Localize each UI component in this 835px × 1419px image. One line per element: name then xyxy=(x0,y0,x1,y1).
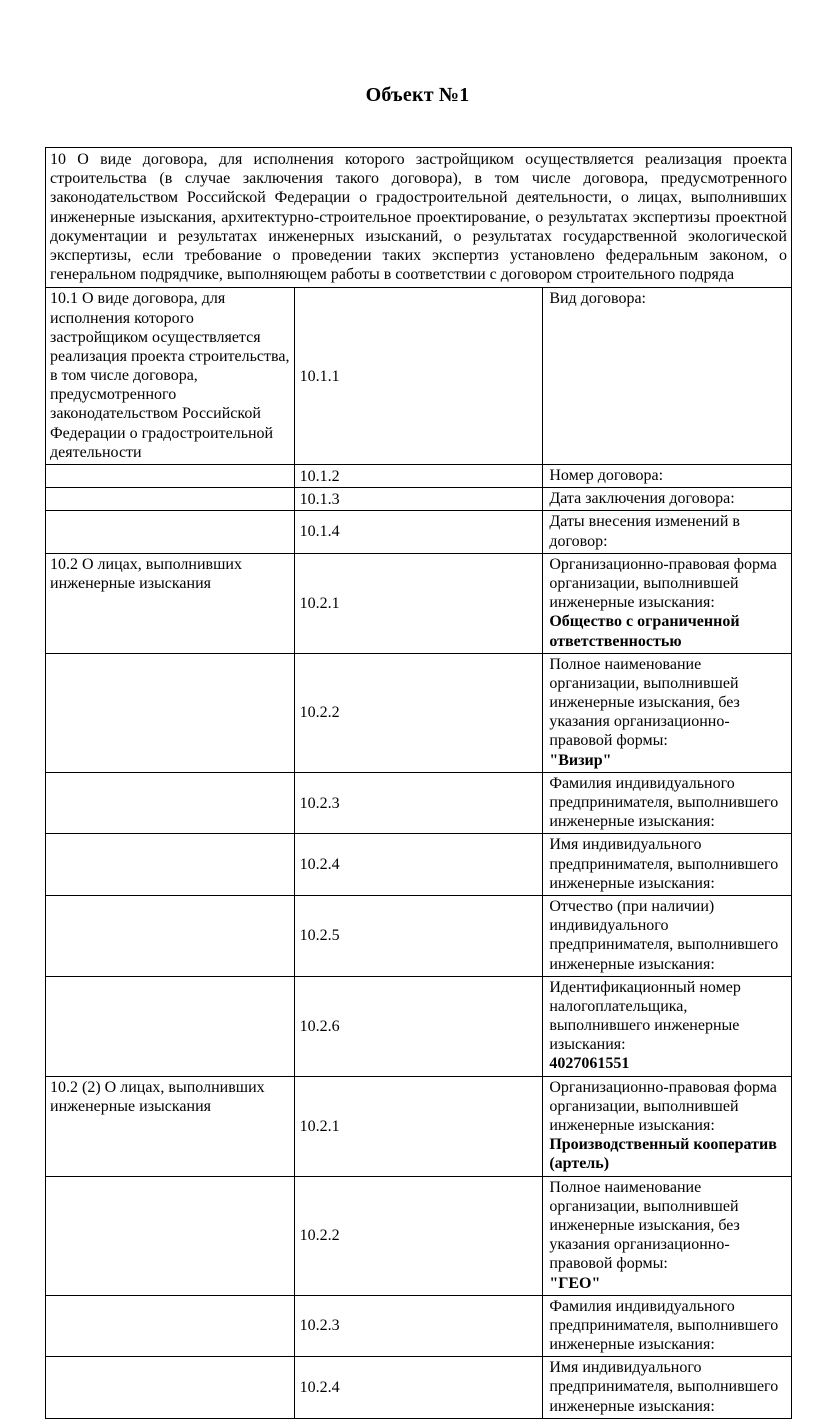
row-section-label xyxy=(46,1357,295,1419)
row-section-label xyxy=(46,1295,295,1357)
field-label: Отчество (при наличии) индивидуального предпринимателя, выполнившего инженерные изыскания: xyxy=(549,897,779,973)
table-row xyxy=(46,288,792,465)
row-section-label xyxy=(46,511,295,553)
row-item-number: 10.2.1 xyxy=(294,1076,543,1176)
declaration-table xyxy=(45,147,792,1419)
field-label: Имя индивидуального предпринимателя, выполнившего инженерные изыскания: xyxy=(549,836,779,892)
row-section-label xyxy=(46,1176,295,1295)
row-item-number: 10.2.2 xyxy=(294,1176,543,1295)
table-row xyxy=(46,976,792,1076)
table-row xyxy=(46,1357,792,1419)
row-section-label: 10.2 (2) О лицах, выполнивших инженерные изыскания xyxy=(46,1076,295,1176)
row-content xyxy=(543,976,792,1076)
row-content xyxy=(543,1076,792,1176)
table-row xyxy=(46,895,792,976)
row-item-number: 10.2.6 xyxy=(294,976,543,1076)
field-value: "ГЕО" xyxy=(549,1274,601,1292)
row-item-number: 10.2.3 xyxy=(294,1295,543,1357)
page-title: Объект №1 xyxy=(365,84,470,106)
field-value: "Визир" xyxy=(549,751,612,769)
row-content xyxy=(543,772,792,834)
table-row xyxy=(46,1176,792,1295)
row-item-number: 10.2.3 xyxy=(294,772,543,834)
field-label: Фамилия индивидуального предпринимателя, выполнившего инженерные изыскания: xyxy=(549,774,779,831)
field-label: Фамилия индивидуального предпринимателя, выполнившего инженерные изыскания: xyxy=(549,1297,779,1354)
row-item-number: 10.2.2 xyxy=(294,653,543,772)
row-content xyxy=(543,895,792,976)
field-label: Организационно-правовая форма организации, выполнившей инженерные изыскания: xyxy=(549,555,777,612)
field-label: Дата заключения договора: xyxy=(549,490,735,508)
row-item-number: 10.2.4 xyxy=(294,834,543,896)
row-item-number: 10.2.1 xyxy=(294,553,543,653)
row-section-label xyxy=(46,653,295,772)
field-value: Производственный кооператив (артель) xyxy=(549,1136,777,1173)
table-row xyxy=(46,553,792,653)
table-row xyxy=(46,1076,792,1176)
row-content xyxy=(543,1295,792,1357)
table-row xyxy=(46,772,792,834)
row-section-label xyxy=(46,488,295,511)
row-content xyxy=(543,834,792,896)
row-section-label: 10.2 О лицах, выполнивших инженерные изыскания xyxy=(46,553,295,653)
table-row xyxy=(46,653,792,772)
row-section-label: 10.1 О виде договора, для исполнения которого застройщиком осуществляется реализация проекта строительства, в том числе договора, предусмотренного законодательством Российской Федерации о градостроительной деятельности xyxy=(46,288,295,465)
section-header-row xyxy=(46,148,792,288)
row-content xyxy=(543,511,792,553)
row-section-label xyxy=(46,895,295,976)
table-row xyxy=(46,834,792,896)
field-label: Вид договора: xyxy=(549,290,646,308)
field-value: Общество с ограниченной ответственностью xyxy=(549,613,740,650)
table-row xyxy=(46,1295,792,1357)
row-content xyxy=(543,465,792,488)
field-label: Полное наименование организации, выполнившей инженерные изыскания, без указания организационно-правовой формы: xyxy=(549,655,740,750)
row-item-number: 10.1.1 xyxy=(294,288,543,465)
field-label: Имя индивидуального предпринимателя, выполнившего инженерные изыскания: xyxy=(549,1359,779,1415)
field-label: Идентификационный номер налогоплательщика, выполнившего инженерные изыскания: xyxy=(549,978,741,1054)
row-section-label xyxy=(46,976,295,1076)
field-label: Полное наименование организации, выполнившей инженерные изыскания, без указания организационно-правовой формы: xyxy=(549,1178,740,1273)
field-label: Даты внесения изменений в договор: xyxy=(549,513,740,550)
field-value: 4027061551 xyxy=(549,1055,630,1073)
row-item-number: 10.1.2 xyxy=(294,465,543,488)
row-item-number: 10.2.5 xyxy=(294,895,543,976)
row-item-number: 10.1.4 xyxy=(294,511,543,553)
row-section-label xyxy=(46,834,295,896)
row-content xyxy=(543,1176,792,1295)
field-label: Организационно-правовая форма организации, выполнившей инженерные изыскания: xyxy=(549,1078,777,1134)
table-row xyxy=(46,511,792,553)
row-section-label xyxy=(46,465,295,488)
table-row xyxy=(46,465,792,488)
table-row xyxy=(46,488,792,511)
row-item-number: 10.1.3 xyxy=(294,488,543,511)
row-content xyxy=(543,553,792,653)
row-content xyxy=(543,653,792,772)
row-content xyxy=(543,488,792,511)
section-header-text: 10 О виде договора, для исполнения которого застройщиком осуществляется реализация проекта строительства (в случае заключения такого договора), в том числе договора, предусмотренного законодательством Российской Федерации о градостроительной деятельности, о лицах, выполнивших инженерные изыскания, архитектурно-строительное проектирование, о результатах экспертизы проектной документации и результатах инженерных изысканий, о результатах государственной экологической экспертизы, если требование о проведении таких экспертиз установлено федеральным законом, о генеральном подрядчике, выполняющем работы в соответствии с договором строительного подряда xyxy=(46,148,792,288)
row-content xyxy=(543,1357,792,1419)
row-item-number: 10.2.4 xyxy=(294,1357,543,1419)
row-section-label xyxy=(46,772,295,834)
row-content xyxy=(543,288,792,465)
field-label: Номер договора: xyxy=(549,467,664,484)
